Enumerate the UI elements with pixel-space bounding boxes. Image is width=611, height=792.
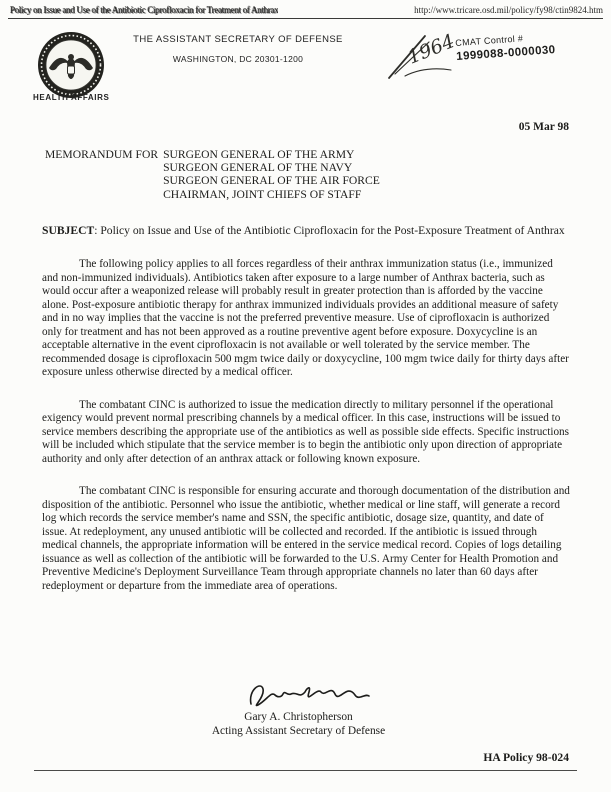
subject-line [42,224,572,238]
subject-label: SUBJECT [42,224,95,237]
signature-scribble-icon [245,678,373,712]
memo-date: 05 Mar 98 [518,121,569,133]
office-address: WASHINGTON, DC 20301-1200 [172,54,304,64]
print-header-title: Policy on Issue and Use of the Antibiotic Ciprofloxacin for Treatment of Anthrax [10,5,279,15]
paragraph-3: The combatant CINC is responsible for ensuring accurate and thorough documentation of the distribution and disposition of the antibiotic. Personnel who issue the antibiotic, whether medical or line staff, will generate a record log which records the service member's name and SSN, the specific antibiotic, dosage size, quantity, and date of issue. At redeployment, any unused antibiotic will be collected and recorded. If the antibiotic is issued through medical channels, the appropriate information will be entered in the service medical record. Copies of logs detailing issuance as well as collection of the antibiotic will be forwarded to the U.S. Army Center for Health Promotion and Preventive Medicine's Deployment Surveillance Team through appropriate channels no later than 60 days after redeployment or departure from the immediate area of operations. [42,485,570,592]
recipient: SURGEON GENERAL OF THE AIR FORCE [163,174,380,188]
office-title: THE ASSISTANT SECRETARY OF DEFENSE [133,34,343,45]
seal-caption: HEALTH AFFAIRS [33,93,110,102]
memo-body [42,258,571,612]
header-rule [8,18,603,19]
dod-seal-icon [36,30,106,100]
cmat-control-number: 1999088-0000030 [455,44,556,63]
paragraph-1: The following policy applies to all forces regardless of their anthrax immunization status (i.e., immunized and non-immunized individuals). Antibiotics taken after exposure to a large number of Anthrax bacteria, such as would occur after a weaponized release will probably result in greater protection than is afforded by the vaccine alone. Post-exposure antibiotic therapy for anthrax immunized individuals provides an additional measure of safety and in no way implies that the vaccine is not the preferred preventive measure. Use of ciprofloxacin is authorized only for treatment and has not been approved as a routine preventive agent before exposure. Doxycycline is an acceptable alternative in the event ciprofloxacin is not available or well tolerated by the service member. The recommended dosage is ciprofloxacin 500 mgm twice daily or doxycycline, 100 mgm twice daily for thirty days after exposure unless otherwise directed by a medical officer. [42,258,569,378]
recipient: SURGEON GENERAL OF THE ARMY [163,148,355,161]
letterhead-office [118,34,358,64]
policy-number: HA Policy 98-024 [483,751,569,764]
recipient: CHAIRMAN, JOINT CHIEFS OF STAFF [163,187,362,201]
print-header-url: http://www.tricare.osd.mil/policy/fy98/ctin9824.htm [414,5,603,15]
paragraph-2: The combatant CINC is authorized to issue the medication directly to military personnel if the operational exigency would prevent normal prescribing channels by a medical officer. In this case, instructions will be issued to service members describing the appropriate use of the antibiotics as well as possible side effects. Specific instructions will be included which stipulate that the service member is to begin the antibiotic only upon direction of appropriate authority and only after detection of an anthrax attack or following known exposure. [42,398,570,465]
print-header [10,5,603,15]
recipient: SURGEON GENERAL OF THE NAVY [163,161,353,175]
footer-rule [34,770,577,771]
memo-addressees [45,148,380,201]
subject-text: : Policy on Issue and Use of the Antibiotic Ciprofloxacin for the Post-Exposure Treatment of Anthrax [94,224,565,237]
cmat-control-label: CMAT Control # [455,33,524,48]
cmat-stamp [385,30,575,85]
signer-name: Gary A. Christopherson [244,711,353,723]
recipient-list [163,148,380,201]
signer-title: Acting Assistant Secretary of Defense [211,725,386,737]
memo-lead: MEMORANDUM FOR [45,148,159,161]
svg-text:1964: 1964 [404,30,458,69]
